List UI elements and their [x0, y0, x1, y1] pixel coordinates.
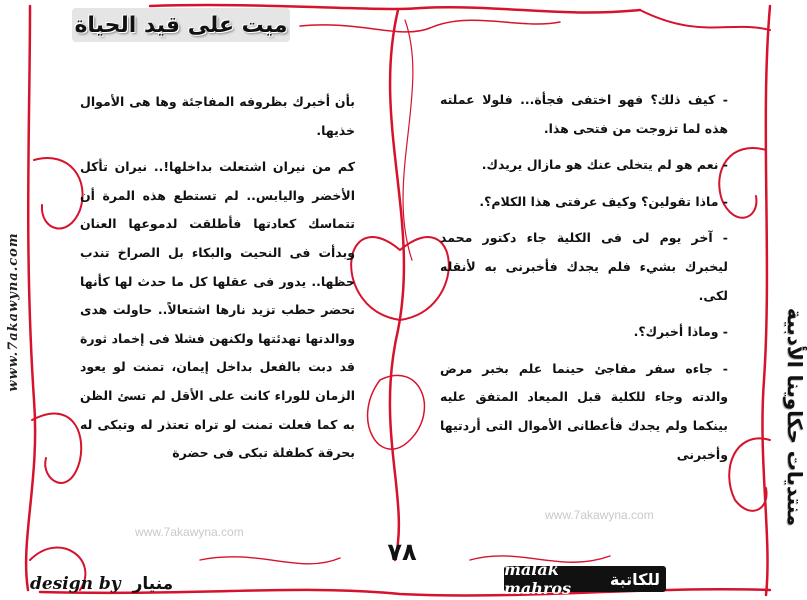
paragraph: - جاءه سفر مفاجئ حينما علم بخبر مرض والدته وجاء للكلية قبل الميعاد المتفق عليه بينكما ولم يجدك فأعطانى الأموال التى أردتيها وأخبرنى — [440, 360, 728, 462]
paragraph: - نعم هو لم يتخلى عنك هو مازال يريدك. — [481, 157, 728, 173]
page-number: ٧٨ — [387, 538, 417, 566]
paragraph: - وماذا أخبرك؟. — [633, 324, 728, 340]
right-text-column — [440, 86, 728, 516]
paragraph: - ماذا تقولين؟ وكيف عرفتى هذا الكلام؟. — [479, 193, 728, 209]
paragraph: - كيف ذلك؟ فهو اختفى فجأة... فلولا عملته هذه لما تزوجت من فتحى هذا. — [440, 92, 728, 136]
left-text-column — [80, 88, 355, 508]
side-website-label: www.7akawyna.com — [6, 232, 21, 392]
design-by-label: design by — [30, 574, 121, 594]
watermark-site: www.7akawyna.com — [545, 508, 654, 522]
design-credit — [30, 574, 180, 598]
side-forum-label: منتديات حكاوينا الأدبية — [783, 307, 807, 527]
author-label: للكاتبة — [609, 569, 660, 589]
author-name: malak mahros — [504, 560, 572, 598]
paragraph: كم من نيران اشتعلت بداخلها!.. نيران تأكل الأخضر واليابس.. لم تستطع هذه المرة أن تتماسك كعادتها فأطلقت لدموعها العنان وبدأت فى النحيت والبكاء بل الصراخ تندب حظها.. يدور فى عقلها كل ما حدث لها كأنها تحضر حطب تزيد نارها اشتعالاً.. حاولت هدى ووالدتها تهدئتها ولكنهن فشلا فى إخماد ثورة قد دبت بالفعل بداخل إيمان، تمنت لو يعود الزمان للوراء كانت على الأقل لم تسئ الظن به كما فعلت تمنت لو تراه تعتذر له وتبكى له بحرقة كطفلة تبكى فى حضرة — [80, 159, 355, 461]
story-title: ميت على قيد الحياة — [74, 12, 288, 38]
watermark-site: www.7akawyna.com — [135, 525, 244, 539]
paragraph: - آخر يوم لى فى الكلية جاء دكتور محمد ليخبرك بشيء فلم يجدك فأخبرنى به لأنقله لكى. — [440, 230, 728, 303]
paragraph: بأن أخبرك بظروفه المفاجئة وها هى الأموال خذيها. — [80, 94, 355, 138]
designer-name: منيار — [132, 574, 174, 594]
author-banner — [504, 560, 666, 598]
